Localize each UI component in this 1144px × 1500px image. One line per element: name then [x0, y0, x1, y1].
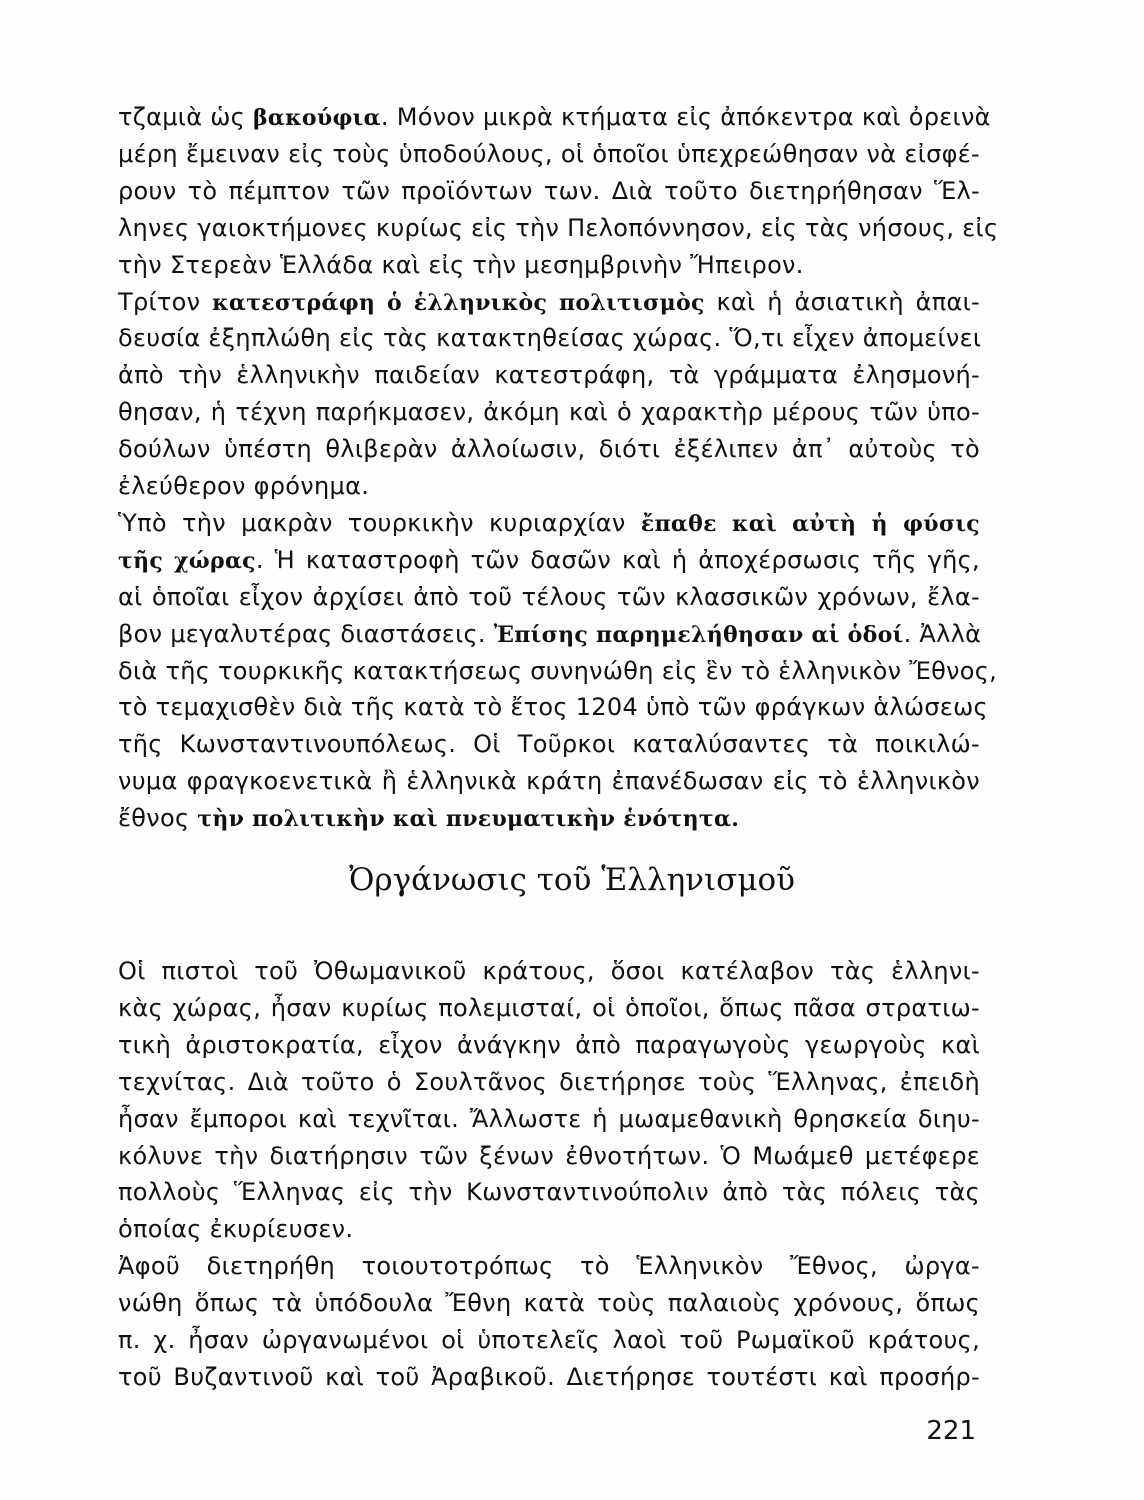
bold-phrase: τῆς χώρας [118, 547, 256, 574]
text-line [118, 688, 988, 726]
text-run: αἱ ὁποῖαι εἶχον ἀρχίσει ἀπὸ τοῦ τέλους τῶν κλασσικῶν χρόνων, ἔλα- [118, 582, 980, 611]
text-run: καὶ ἡ ἀσιατικὴ ἀπαι- [704, 287, 980, 316]
text-line [118, 283, 980, 322]
text-line [118, 1063, 980, 1101]
text-line [118, 430, 980, 468]
text-line [118, 762, 980, 800]
text-line [118, 504, 980, 543]
text-run: ὁποίας ἐκυρίευσεν. [118, 1215, 354, 1244]
bold-phrase: Ἐπίσης παρημελήθησαν αἱ ὁδοί [493, 621, 904, 648]
text-line [118, 541, 980, 580]
text-run: νυμα φραγκοενετικὰ ἢ ἑλληνικὰ κράτη ἐπανέδωσαν εἰς τὸ ἑλληνικὸν [118, 767, 980, 796]
text-run: π. χ. ἦσαν ὠργανωμένοι οἱ ὑποτελεῖς λαοὶ τοῦ Ρωμαϊκοῦ κράτους, [118, 1326, 980, 1354]
text-line [118, 1026, 980, 1064]
text-run: ἔθνος [118, 804, 198, 833]
text-run: τεχνίτας. Διὰ τοῦτο ὁ Σουλτᾶνος διετήρησε τοὺς Ἕλληνας, ἐπειδὴ [118, 1067, 980, 1096]
text-run: ληνες γαιοκτήμονες κυρίως εἰς τὴν Πελοπόννησον, εἰς τὰς νήσους, εἰς [118, 213, 999, 242]
text-line [118, 799, 980, 838]
bold-phrase: ἔπαθε καὶ αὐτὴ ἡ φύσις [640, 510, 980, 537]
page-number: 221 [926, 1416, 976, 1446]
text-run: Οἱ πιστοὶ τοῦ Ὀθωμανικοῦ κράτους, ὅσοι κατέλαβον τὰς ἑλληνι- [118, 957, 980, 985]
text-run: τζαμιὰ ὡς [118, 103, 253, 131]
section-heading: Ὀργάνωσις τοῦ Ἑλληνισμοῦ [348, 862, 796, 898]
text-line [118, 319, 980, 357]
text-run: ἦσαν ἔμποροι καὶ τεχνῖται. Ἄλλωστε ἡ μωαμεθανικὴ θρησκεία διηυ- [118, 1104, 980, 1133]
text-run: Ὑπὸ τὴν μακρὰν τουρκικὴν κυριαρχίαν [118, 508, 641, 537]
text-line [118, 356, 980, 394]
text-line [118, 98, 991, 137]
text-run: Ἀφοῦ διετηρήθη τοιουτοτρόπως τὸ Ἑλληνικὸν Ἔθνος, ὠργα- [118, 1252, 980, 1281]
text-run: διὰ τῆς τουρκικῆς κατακτήσεως συνηνώθη εἰς ἓν τὸ ἑλληνικὸν Ἔθνος, [118, 656, 998, 685]
text-run: . Μόνον μικρὰ κτήματα εἰς ἀπόκεντρα καὶ ὀρεινὰ [380, 103, 991, 131]
text-line [118, 952, 980, 990]
text-line [118, 1173, 980, 1211]
text-line [118, 135, 980, 173]
text-run: τικὴ ἀριστοκρατία, εἶχον ἀνάγκην ἀπὸ παραγωγοὺς γεωργοὺς καὶ [118, 1030, 980, 1059]
text-run: μέρη ἔμειναν εἰς τοὺς ὑποδούλους, οἱ ὁποῖοι ὑπεχρεώθησαν νὰ εἰσφέ- [118, 139, 980, 168]
text-line [118, 1358, 980, 1396]
text-run: . Ἡ καταστροφὴ τῶν δασῶν καὶ ἡ ἀποχέρσωσις τῆς γῆς, [255, 545, 980, 574]
text-run: βον μεγαλυτέρας διαστάσεις. [118, 619, 494, 648]
text-line [118, 989, 980, 1027]
bold-phrase: κατεστράφη ὁ ἑλληνικὸς πολιτισμὸς [212, 289, 705, 316]
text-line [118, 246, 980, 284]
text-line [118, 615, 980, 654]
text-run: τοῦ Βυζαντινοῦ καὶ τοῦ Ἀραβικοῦ. Διετήρησε τουτέστι καὶ προσήρ- [118, 1362, 980, 1391]
text-run: τῆς Κωνσταντινουπόλεως. Οἱ Τοῦρκοι καταλύσαντες τὰ ποικιλώ- [118, 730, 980, 759]
text-line [118, 393, 980, 431]
text-run: τὴν Στερεὰν Ἑλλάδα καὶ εἰς τὴν μεσημβρινὴν Ἤπειρον. [118, 250, 804, 279]
text-run: . Ἀλλὰ [903, 619, 982, 648]
text-line [118, 1137, 980, 1175]
bold-phrase: βακούφια [252, 105, 381, 131]
text-run: ἐλεύθερον φρόνημα. [118, 472, 370, 500]
text-run: νώθη ὅπως τὰ ὑπόδουλα Ἔθνη κατὰ τοὺς παλαιοὺς χρόνους, ὅπως [118, 1289, 980, 1318]
text-line [118, 209, 999, 247]
text-line [118, 172, 980, 210]
text-run: θησαν, ἡ τέχνη παρήκμασεν, ἀκόμη καὶ ὁ χαρακτὴρ μέρους τῶν ὑπο- [118, 398, 980, 427]
text-run: κὰς χώρας, ἦσαν κυρίως πολεμισταί, οἱ ὁποῖοι, ὅπως πᾶσα στρατιω- [118, 993, 980, 1022]
text-run: κόλυνε τὴν διατήρησιν τῶν ξένων ἐθνοτήτων. Ὁ Μωάμεθ μετέφερε [118, 1141, 980, 1170]
text-line [118, 1321, 980, 1359]
text-line [118, 652, 998, 690]
text-line [118, 578, 980, 616]
text-run: πολλοὺς Ἕλληνας εἰς τὴν Κωνσταντινούπολιν ἀπὸ τὰς πόλεις τὰς [118, 1178, 980, 1207]
text-line [118, 1284, 980, 1322]
text-run: δευσία ἐξηπλώθη εἰς τὰς κατακτηθείσας χώρας. Ὅ,τι εἶχεν ἀπομείνει [118, 324, 982, 353]
text-line [118, 1210, 980, 1248]
text-run: ἀπὸ τὴν ἑλληνικὴν παιδείαν κατεστράφη, τὰ γράμματα ἐλησμονή- [118, 361, 980, 390]
text-run: ρουν τὸ πέμπτον τῶν προϊόντων των. Διὰ τοῦτο διετηρήθησαν Ἕλ- [118, 176, 980, 205]
text-run: Τρίτον [118, 287, 213, 316]
text-run: τὸ τεμαχισθὲν διὰ τῆς κατὰ τὸ ἔτος 1204 ὑπὸ τῶν φράγκων ἁλώσεως [118, 693, 988, 722]
text-line [118, 725, 980, 763]
text-line [118, 1247, 980, 1285]
text-run: δούλων ὑπέστη θλιβερὰν ἀλλοίωσιν, διότι ἐξέλιπεν ἀπ᾽ αὐτοὺς τὸ [118, 435, 980, 464]
text-line [118, 1100, 980, 1138]
text-line [118, 467, 980, 505]
bold-phrase: τὴν πολιτικὴν καὶ πνευματικὴν ἑνότητα. [197, 806, 740, 833]
